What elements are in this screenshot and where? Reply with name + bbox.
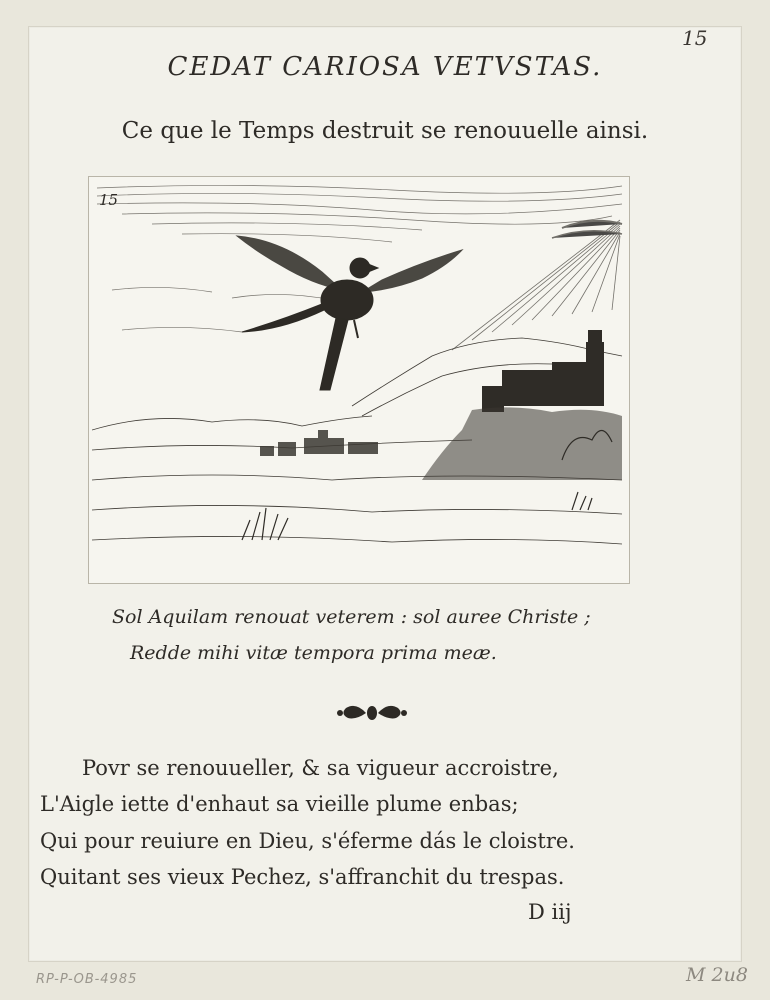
latin-verse-line-2: Redde mihi vitæ tempora prima meæ. [130, 642, 497, 664]
eagle [237, 236, 462, 390]
signature-mark: D iij [528, 900, 572, 924]
french-verse-line-3: Qui pour reuiure en Dieu, s'éferme dás le cloistre. [40, 829, 575, 853]
plate-number: 15 [99, 191, 119, 209]
cliff [422, 407, 622, 480]
inventory-number: RP-P-OB-4985 [36, 972, 138, 987]
collection-mark: M 2u8 [686, 964, 748, 986]
page-number: 15 [682, 26, 708, 50]
french-verse-line-1: Povr se renouueller, & sa vigueur accroistre, [82, 756, 559, 780]
latin-verse-line-1: Sol Aquilam renouat veterem : sol auree Christe ; [112, 606, 591, 628]
town-right [482, 330, 604, 412]
motto-heading: CEDAT CARIOSA VETVSTAS. [167, 52, 603, 82]
eagle-landscape-engraving [92, 180, 626, 580]
french-verse-line-4: Quitant ses vieux Pechez, s'affranchit du trespas. [40, 865, 565, 889]
french-subtitle: Ce que le Temps destruit se renouuelle ainsi. [121, 118, 649, 144]
engraving-plate [88, 176, 630, 584]
town-left [260, 430, 378, 456]
fleuron-ornament-icon [332, 698, 412, 728]
french-verse-line-2: L'Aigle iette d'enhaut sa vieille plume enbas; [40, 792, 519, 816]
